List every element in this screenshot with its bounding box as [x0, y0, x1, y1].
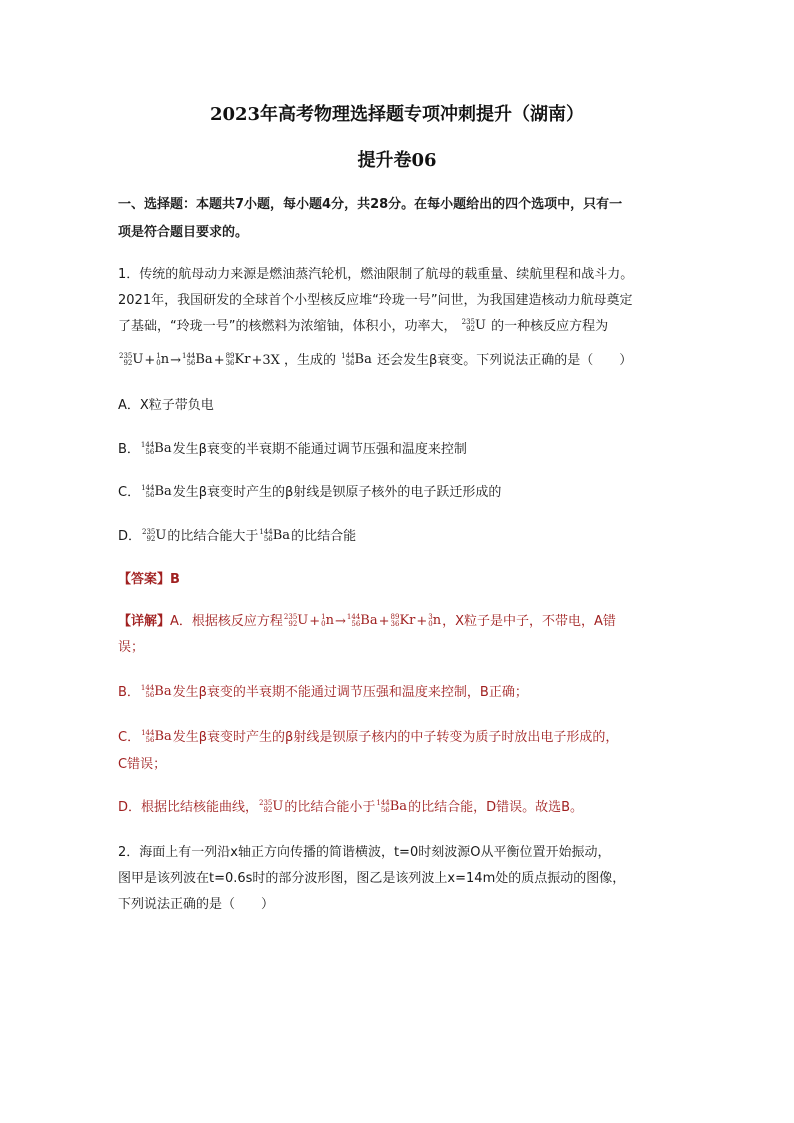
- nuclide-z: 56: [145, 691, 155, 700]
- nuclide-z: 36: [390, 620, 400, 629]
- detail-text: 发生β衰变时产生的β射线是钡原子核内的中子转变为质子时放出电子形成的，: [172, 730, 619, 745]
- nuclide-z: 92: [263, 806, 273, 815]
- detail-text: 发生β衰变的半衰期不能通过调节压强和温度来控制，B正确；: [172, 685, 528, 700]
- eq-ba144: [347, 614, 378, 629]
- nuclide-ba144: [141, 730, 172, 745]
- q1-detail-a-cont: 误；: [118, 640, 145, 655]
- detail-text: 的比结合能，D错误。故选B。: [408, 800, 583, 815]
- nuclide-symbol: n: [325, 613, 335, 629]
- nuclide-symbol: Ba: [154, 729, 172, 745]
- document-subtitle: 提升卷06: [357, 150, 437, 171]
- option-text: 的比结合能: [291, 529, 357, 544]
- q1-detail-c: [118, 727, 684, 749]
- q1-detail-b: [118, 682, 684, 704]
- detail-text: A．根据核反应方程: [170, 614, 283, 629]
- q1-detail-c-cont: C错误；: [118, 757, 167, 772]
- nuclide-symbol: Kr: [399, 613, 416, 629]
- detail-label: 【详解】: [118, 614, 171, 629]
- q1-option-b: [118, 439, 684, 461]
- eq-plus: +: [416, 614, 428, 629]
- q1-option-d: [118, 526, 684, 548]
- q1-stem-line-3: [118, 316, 684, 338]
- nuclide-z: 92: [146, 535, 156, 544]
- q1-stem-line-1: 1．传统的航母动力来源是燃油蒸汽轮机，燃油限制了航母的载重量、续航里程和战斗力。: [118, 267, 634, 282]
- q1-stem-line-4-text-b: 还会发生β衰变。下列说法正确的是（ ）: [377, 353, 633, 368]
- nuclide-z: 56: [351, 620, 361, 629]
- nuclide-symbol: Ba: [360, 613, 378, 629]
- nuclide-z: 36: [225, 359, 235, 368]
- q1-stem-line-3-text-b: 的一种核反应方程为: [491, 319, 609, 334]
- option-text: 发生β衰变时产生的β射线是钡原子核外的电子跃迁形成的: [172, 485, 502, 500]
- eq-plus: +: [213, 353, 225, 368]
- nuclide-mass: 144: [141, 729, 155, 738]
- nuclide-symbol: n: [160, 352, 170, 368]
- eq-n1: [321, 614, 334, 629]
- section-heading-line-1: 一、选择题：本题共7小题，每小题4分，共28分。在每小题给出的四个选项中，只有一: [118, 197, 623, 212]
- q1-stem-line-3-text-a: 了基础，“玲珑一号”的核燃料为浓缩铀，体积小，功率大，: [118, 319, 457, 334]
- nuclide-ba144: [376, 800, 407, 815]
- document-title: 2023年高考物理选择题专项冲刺提升（湖南）: [209, 104, 585, 125]
- nuclide-z: 56: [145, 736, 155, 745]
- nuclide-mass: 235: [119, 352, 133, 361]
- eq-ba144: [182, 353, 213, 368]
- nuclide-ba144: [259, 529, 290, 544]
- eq-arrow: →: [170, 353, 181, 368]
- eq-plus: +: [144, 353, 156, 368]
- eq-kr89: [226, 353, 251, 368]
- nuclide-mass: 144: [182, 352, 196, 361]
- nuclide-mass: 144: [140, 684, 155, 693]
- nuclide-z: 92: [466, 325, 475, 334]
- q1-stem-line-4: [118, 350, 684, 372]
- nuclide-z: 0: [321, 620, 326, 629]
- nuclide-symbol: Kr: [234, 352, 251, 368]
- nuclide-mass: 144: [341, 352, 355, 361]
- nuclide-mass: 235: [142, 528, 156, 537]
- nuclide-symbol: Ba: [154, 684, 172, 700]
- q2-stem-line-1: 2．海面上有一列沿x轴正方向传播的简谐横波，t=0时刻波源O从平衡位置开始振动，: [118, 845, 611, 860]
- section-heading-line-2: 项是符合题目要求的。: [118, 225, 249, 240]
- nuclide-symbol: Ba: [154, 484, 172, 500]
- q1-option-a: A．X粒子带负电: [118, 398, 214, 413]
- eq-plus: +: [309, 614, 321, 629]
- nuclide-mass: 144: [346, 613, 361, 622]
- detail-prefix: C．: [118, 730, 141, 745]
- eq-kr89: [391, 614, 416, 629]
- nuclide-mass: 144: [259, 528, 273, 537]
- nuclide-symbol: Ba: [272, 528, 291, 544]
- nuclide-mass: 89: [390, 613, 400, 622]
- q1-stem-line-4-text-a: ，生成的: [284, 353, 337, 368]
- nuclide-z: 56: [145, 448, 155, 457]
- nuclide-z: 0: [428, 620, 433, 629]
- nuclide-z: 0: [156, 359, 161, 368]
- nuclide-ba144: [141, 485, 172, 500]
- detail-text: D．根据比结核能曲线，: [118, 800, 259, 815]
- nuclide-u235: [142, 529, 166, 544]
- nuclide-z: 56: [380, 806, 390, 815]
- option-text: 发生β衰变的半衰期不能通过调节压强和温度来控制: [172, 442, 467, 457]
- detail-prefix: B．: [118, 685, 140, 700]
- nuclide-symbol: Ba: [154, 441, 172, 457]
- eq-n1: [156, 353, 169, 368]
- nuclide-symbol: U: [297, 613, 309, 629]
- q1-answer: 【答案】B: [118, 572, 180, 587]
- nuclide-symbol: Ba: [354, 352, 372, 368]
- nuclide-mass: 1: [156, 352, 161, 361]
- nuclide-z: 56: [186, 359, 196, 368]
- nuclide-symbol: Ba: [195, 352, 213, 368]
- nuclide-symbol: n: [432, 613, 442, 629]
- detail-text: ，X粒子是中子，不带电，A错: [442, 614, 616, 629]
- nuclide-ba144: [341, 353, 372, 368]
- nuclide-ba144: [141, 685, 172, 700]
- nuclide-z: 56: [345, 359, 355, 368]
- option-prefix: B．: [118, 442, 140, 457]
- option-prefix: C．: [118, 485, 141, 500]
- eq-plus: +: [378, 614, 390, 629]
- nuclide-mass: 235: [283, 613, 298, 622]
- option-text: 的比结合能大于: [167, 529, 259, 544]
- nuclide-symbol: Ba: [389, 799, 408, 815]
- eq-arrow: →: [335, 614, 346, 629]
- nuclide-mass: 235: [461, 318, 475, 327]
- nuclide-mass: 89: [225, 352, 235, 361]
- detail-text: 的比结合能小于: [284, 800, 376, 815]
- q1-option-c: [118, 482, 684, 504]
- nuclide-z: 56: [145, 491, 155, 500]
- nuclide-mass: 3: [428, 613, 433, 622]
- q1-stem-line-2: 2021年，我国研发的全球首个小型核反应堆“玲珑一号”问世，为我国建造核动力航母奠定: [118, 293, 633, 308]
- eq-n3: [428, 614, 441, 629]
- nuclide-z: 92: [123, 359, 133, 368]
- nuclide-z: 56: [263, 535, 273, 544]
- option-prefix: D．: [118, 529, 142, 544]
- eq-u235: [284, 614, 308, 629]
- nuclide-z: 92: [288, 620, 298, 629]
- nuclide-symbol: U: [132, 352, 144, 368]
- nuclide-ba144: [141, 442, 172, 457]
- eq-u235: [119, 353, 143, 368]
- q1-detail-d: [118, 797, 684, 819]
- nuclide-u235: [462, 319, 486, 334]
- nuclide-mass: 144: [141, 484, 155, 493]
- nuclide-symbol: U: [272, 799, 284, 815]
- nuclide-u235: [259, 800, 283, 815]
- nuclide-mass: 1: [321, 613, 326, 622]
- nuclide-mass: 235: [259, 799, 273, 808]
- nuclide-symbol: U: [475, 318, 486, 334]
- q1-detail-a: [118, 611, 684, 633]
- nuclide-symbol: U: [155, 528, 167, 544]
- q2-stem-line-3: 下列说法正确的是（ ）: [118, 897, 275, 912]
- nuclide-mass: 144: [140, 441, 155, 450]
- eq-tail: +3X: [251, 353, 280, 368]
- nuclide-mass: 144: [376, 799, 390, 808]
- q2-stem-line-2: 图甲是该列波在t=0.6s时的部分波形图，图乙是该列波上x=14m处的质点振动的图像，: [118, 871, 626, 886]
